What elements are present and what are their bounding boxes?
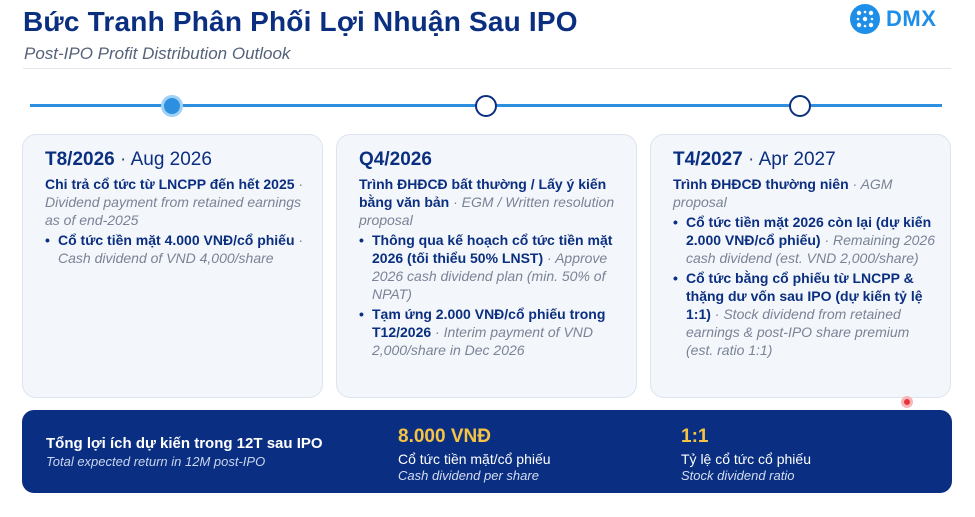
bullet-text-en: · Approve 2026 cash dividend plan (min. 50% of NPAT) <box>372 250 608 302</box>
card-bullet <box>359 305 622 359</box>
card-heading-vi: Trình ĐHĐCĐ bất thường / Lấy ý kiến bằng văn bản <box>359 176 607 210</box>
metric-label-en: Stock dividend ratio <box>681 468 795 483</box>
bullet-text-vi: Cổ tức tiền mặt 2026 còn lại (dự kiến 2.000 VNĐ/cổ phiếu) <box>686 214 932 248</box>
bullet-text-vi: Cổ tức tiền mặt 4.000 VNĐ/cổ phiếu <box>58 232 295 248</box>
banner-label <box>46 435 323 469</box>
card-heading-en: · Dividend payment from retained earnings as of end-2025 <box>45 176 304 228</box>
metric-label-en: Cash dividend per share <box>398 468 539 483</box>
card-bullets <box>673 213 936 359</box>
card-heading-vi: Trình ĐHĐCĐ thường niên <box>673 176 849 192</box>
card-date-code: T4/2027 <box>673 149 743 170</box>
header-divider <box>23 68 951 69</box>
banner-label-en: Total expected return in 12M post-IPO <box>46 454 266 469</box>
bullet-text-en: · Stock dividend from retained earnings & post-IPO share premium (est. ratio 1:1) <box>686 306 910 358</box>
card-date-separator: · <box>742 149 759 170</box>
metric-label-vi: Cổ tức tiền mặt/cổ phiếu <box>398 451 551 467</box>
pointer-indicator-icon <box>901 396 913 408</box>
page-title: Bức Tranh Phân Phối Lợi Nhuận Sau IPO <box>23 6 578 37</box>
timeline-node-2 <box>475 95 497 117</box>
card-bullet <box>673 269 936 359</box>
banner-metric-stock <box>681 426 811 483</box>
summary-banner <box>22 410 952 493</box>
card-heading-en: · EGM / Written resolution proposal <box>359 194 615 228</box>
banner-metric-cash <box>398 426 551 483</box>
card-heading <box>359 175 622 229</box>
card-bullets <box>45 231 308 267</box>
card-date <box>359 149 622 171</box>
metric-value: 8.000 VNĐ <box>398 426 491 447</box>
card-date-en: Apr 2027 <box>758 149 836 170</box>
card-date <box>45 149 308 171</box>
bullet-text-en: · Remaining 2026 cash dividend (est. VND 2,000/share) <box>686 232 935 266</box>
card-heading-en: · AGM proposal <box>673 176 893 210</box>
card-heading <box>673 175 936 211</box>
brand-logo <box>850 3 954 35</box>
card-heading <box>45 175 308 229</box>
card-date-code: T8/2026 <box>45 149 115 170</box>
page-subtitle: Post-IPO Profit Distribution Outlook <box>24 44 291 63</box>
brand-mark-icon <box>850 4 880 34</box>
metric-value: 1:1 <box>681 426 709 447</box>
timeline-node-3 <box>789 95 811 117</box>
bullet-text-vi: Thông qua kế hoạch cổ tức tiền mặt 2026 (tối thiểu 50% LNST) <box>372 232 613 266</box>
bullet-text-vi: Tạm ứng 2.000 VNĐ/cổ phiếu trong T12/2026 <box>372 306 606 340</box>
bullet-text-vi: Cổ tức bằng cổ phiếu từ LNCPP & thặng dư vốn sau IPO (dự kiến tỷ lệ 1:1) <box>686 270 923 322</box>
bullet-text-en: · Interim payment of VND 2,000/share in Dec 2026 <box>372 324 593 358</box>
banner-label-vi: Tổng lợi ích dự kiến trong 12T sau IPO <box>46 435 323 452</box>
bullet-text-en: · Cash dividend of VND 4,000/share <box>58 232 304 266</box>
card-bullets <box>359 231 622 359</box>
card-bullet <box>673 213 936 267</box>
timeline-node-1 <box>161 95 183 117</box>
card-bullet <box>359 231 622 303</box>
metric-label-vi: Tỷ lệ cổ tức cổ phiếu <box>681 451 811 467</box>
card-date-en: Aug 2026 <box>130 149 212 170</box>
brand-logo-text: DMX <box>886 6 937 31</box>
card-bullet <box>45 231 308 267</box>
milestone-card-apr-2027 <box>650 134 951 398</box>
milestone-card-aug-2026 <box>22 134 323 398</box>
milestone-card-q4-2026 <box>336 134 637 398</box>
card-date-code: Q4/2026 <box>359 149 432 170</box>
card-heading-vi: Chi trả cổ tức từ LNCPP đến hết 2025 <box>45 176 295 192</box>
card-date-separator: · <box>114 149 131 170</box>
card-date <box>673 149 936 171</box>
